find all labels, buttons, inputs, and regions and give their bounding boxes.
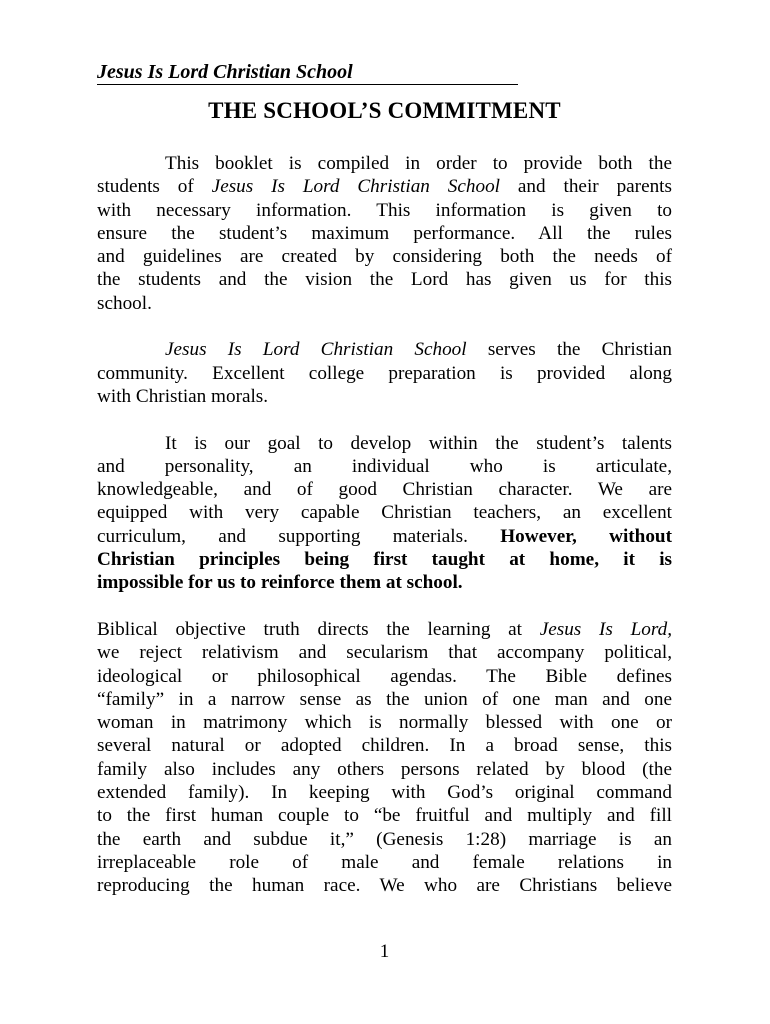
paragraph-3-line-5 [97, 525, 672, 548]
paragraph-gap [97, 315, 672, 338]
paragraph-2-line-2: community. Excellent college preparation is provided along [97, 362, 672, 384]
page-title: THE SCHOOL’S COMMITMENT [208, 98, 561, 123]
text-fragment: Biblical objective truth directs the learning at [97, 618, 540, 640]
paragraph-3-line-6: Christian principles being first taught at home, it is [97, 549, 672, 571]
paragraph-1-line-1: This booklet is compiled in order to provide both the [165, 153, 672, 174]
paragraph-4-line-6: several natural or adopted children. In a broad sense, this [97, 735, 672, 757]
paragraph-4-line-4: “family” in a narrow sense as the union of one man and one [97, 688, 672, 710]
paragraph-gap [97, 408, 672, 431]
paragraph-4-line-11: irreplaceable role of male and female relations in [97, 851, 672, 873]
paragraph-2-line-1 [97, 338, 672, 361]
paragraph-1-line-5: and guidelines are created by considering both the needs of [97, 246, 672, 268]
paragraph-4-line-9: to the first human couple to “be fruitful and multiply and fill [97, 805, 672, 827]
paragraph-4-line-12: reproducing the human race. We who are Christians believe [97, 875, 672, 897]
paragraph-3-line-2: and personality, an individual who is articulate, [97, 455, 672, 477]
school-name-italic: Jesus Is Lord, [539, 618, 673, 640]
paragraph-4-line-5: woman in matrimony which is normally blessed with one or [97, 712, 672, 734]
school-name: Jesus Is Lord Christian School [97, 61, 353, 83]
paragraph-1-line-3: with necessary information. This information is given to [97, 199, 672, 221]
running-header [97, 60, 518, 85]
paragraph-1-line-2 [97, 175, 672, 198]
paragraph-2-line-3: with Christian morals. [97, 385, 269, 407]
paragraph-3-line-7: impossible for us to reinforce them at school. [97, 572, 463, 594]
text-fragment: serves the Christian [466, 339, 672, 361]
text-fragment: students of [97, 176, 212, 198]
paragraph-3-line-3: knowledgeable, and of good Christian character. We are [97, 479, 672, 501]
paragraph-3-line-1: It is our goal to develop within the student’s talents [165, 432, 672, 454]
paragraph-3-line-4: equipped with very capable Christian teachers, an excellent [97, 502, 672, 524]
paragraph-4-line-10: the earth and subdue it,” (Genesis 1:28) marriage is an [97, 828, 672, 850]
bold-text: However, without [500, 525, 672, 547]
school-name-italic: Jesus Is Lord Christian School [211, 176, 501, 198]
text-fragment: and their parents [500, 176, 672, 198]
paragraph-4-line-2: we reject relativism and secularism that accompany political, [97, 642, 672, 664]
paragraph-gap [97, 595, 672, 618]
school-name-italic: Jesus Is Lord Christian School [165, 339, 467, 361]
paragraph-4-line-1 [97, 618, 672, 641]
paragraph-1-line-6: the students and the vision the Lord has given us for this [97, 269, 672, 291]
text-fragment: curriculum, and supporting materials. [97, 525, 501, 547]
page-number: 1 [379, 941, 390, 962]
paragraph-4-line-7: family also includes any others persons related by blood (the [97, 758, 672, 780]
paragraph-4-line-3: ideological or philosophical agendas. The Bible defines [97, 665, 672, 687]
paragraph-1-line-4: ensure the student’s maximum performance. All the rules [97, 222, 672, 244]
paragraph-1-line-7: school. [97, 292, 152, 314]
paragraph-4-line-8: extended family). In keeping with God’s original command [97, 782, 672, 804]
body-text [97, 152, 672, 898]
